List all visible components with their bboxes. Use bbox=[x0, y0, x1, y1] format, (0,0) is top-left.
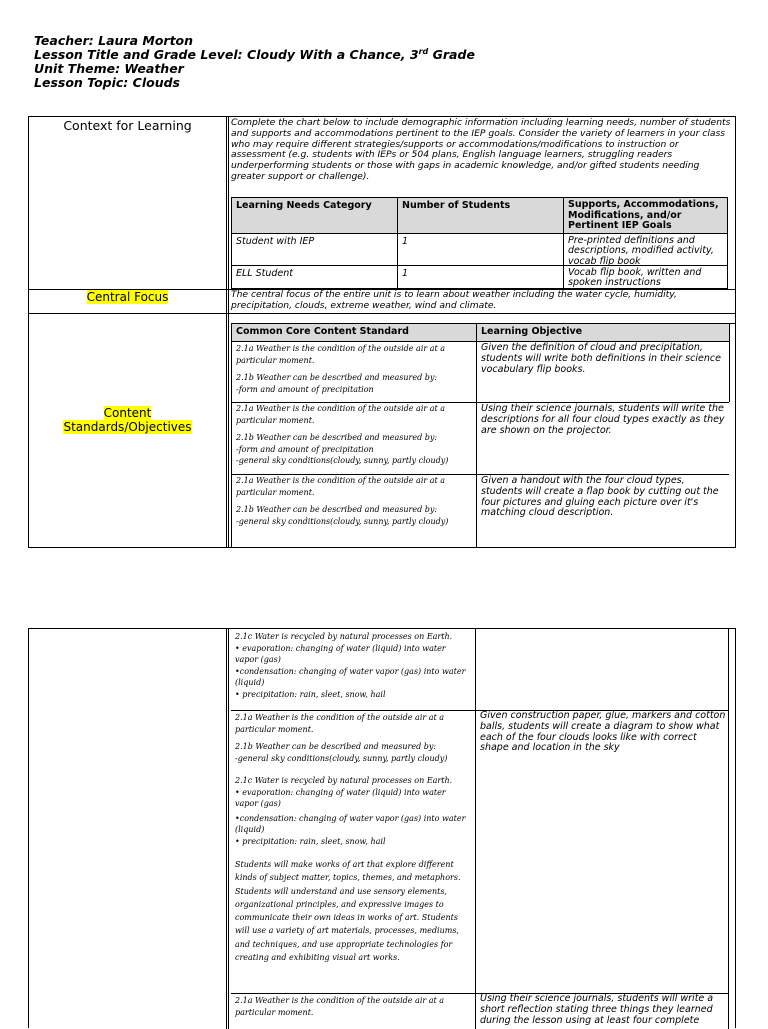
lesson-title-sup: rd bbox=[418, 47, 429, 56]
context-instructions: Complete the chart below to include demographic information including learning needs, number of students and supports and accommodations pertinent to the IEP goals. Consider the variety of learners in your class who may require different strategies/supports or accommodations/modifications to instruction or assessment (e.g. students with IEPs or 504 plans, English language learners, struggling readers underperforming students or those with gaps in academic knowledge, and/or gifted students needing greater support or challenge). bbox=[231, 117, 731, 182]
needs-row-number: 1 bbox=[402, 236, 409, 247]
needs-row-category: ELL Student bbox=[236, 268, 294, 279]
teacher-line: Teacher: Laura Morton bbox=[34, 33, 194, 48]
standard-line: •condensation: changing of water vapor (gas) into water (liquid) bbox=[235, 813, 466, 834]
objective-cell: Using their science journals, students will write the descriptions for all four cloud types exactly as they are shown on the projector. bbox=[481, 403, 725, 436]
standard-line: • evaporation: changing of water (liquid) into water vapor (gas) bbox=[235, 643, 446, 664]
objective-cell: Using their science journals, students will write a short reflection stating three things they learned during the lesson using at least four complete bbox=[480, 993, 714, 1026]
unit-theme-line: Unit Theme: Weather bbox=[34, 61, 184, 76]
lesson-title-suffix: Grade bbox=[428, 47, 475, 62]
standard-line: 2.1c Water is recycled by natural processes on Earth. bbox=[235, 632, 453, 641]
standard-line: 2.1a Weather is the condition of the outside air at a particular moment. bbox=[235, 996, 445, 1017]
standard-cell bbox=[236, 403, 472, 467]
column-divider bbox=[226, 629, 229, 1029]
standard-line: -general sky conditions(cloudy, sunny, partly cloudy) bbox=[236, 456, 449, 465]
standard-line: -form and amount of precipitation bbox=[236, 384, 374, 394]
col-header-number: Number of Students bbox=[398, 198, 563, 233]
standard-gap bbox=[235, 764, 471, 775]
standard-line: 2.1a Weather is the condition of the outside air at a particular moment. bbox=[236, 404, 446, 425]
standards-table bbox=[231, 323, 735, 547]
lesson-topic-line: Lesson Topic: Clouds bbox=[34, 75, 180, 90]
central-focus-label-text: Central Focus bbox=[86, 290, 169, 304]
col-header-category: Learning Needs Category bbox=[232, 198, 397, 233]
needs-row-supports: Vocab flip book, written and spoken instructions bbox=[568, 267, 702, 289]
objective-cell: Given construction paper, glue, markers and cotton balls, students will create a diagram to show what each of the four clouds looks like with correct shape and location in the sky bbox=[480, 710, 726, 754]
content-standards-label bbox=[29, 407, 226, 434]
col-divider bbox=[476, 324, 477, 548]
standard-line: 2.1b Weather can be described and measured by: bbox=[236, 505, 438, 514]
learning-needs-table bbox=[231, 197, 728, 289]
standard-line: • precipitation: rain, sleet, snow, hail bbox=[235, 836, 386, 846]
standard-line: 2.1a Weather is the condition of the outside air at a particular moment. bbox=[236, 476, 446, 497]
context-label: Context for Learning bbox=[63, 118, 192, 133]
lesson-plan-table bbox=[28, 116, 736, 548]
col-divider bbox=[729, 324, 730, 402]
standard-cell bbox=[235, 712, 471, 964]
standard-cell bbox=[236, 343, 472, 395]
lesson-header bbox=[34, 34, 475, 90]
standard-line: -general sky conditions(cloudy, sunny, partly cloudy) bbox=[236, 516, 449, 526]
standard-line: 2.1b Weather can be described and measured by: bbox=[235, 742, 437, 751]
standard-line: •condensation: changing of water vapor (gas) into water (liquid) bbox=[235, 666, 466, 687]
needs-row-supports: Pre-printed definitions and descriptions, modified activity, vocab flip book bbox=[568, 235, 714, 267]
standard-line: • evaporation: changing of water (liquid) into water vapor (gas) bbox=[235, 787, 446, 808]
col-header-objective: Learning Objective bbox=[477, 324, 729, 341]
standard-line: • precipitation: rain, sleet, snow, hail bbox=[235, 689, 386, 699]
col-header-supports: Supports, Accommodations, Modifications, and/or Pertinent IEP Goals bbox=[564, 198, 727, 233]
content-standards-line1: Content bbox=[103, 406, 152, 420]
content-standards-line2: Standards/Objectives bbox=[63, 419, 192, 434]
column-divider bbox=[226, 117, 229, 547]
continuation-table bbox=[28, 628, 736, 1028]
standard-gap bbox=[235, 847, 471, 858]
standard-cell bbox=[235, 631, 471, 700]
col-divider bbox=[475, 629, 476, 1029]
standard-line: 2.1b Weather can be described and measured by: bbox=[236, 373, 438, 382]
lesson-title-text: Lesson Title and Grade Level: Cloudy With a Chance, 3 bbox=[34, 47, 419, 62]
col-header-standard: Common Core Content Standard bbox=[232, 324, 476, 341]
lesson-title-line bbox=[34, 48, 475, 62]
standard-line: -form and amount of precipitation bbox=[236, 444, 374, 454]
standard-line: -general sky conditions(cloudy, sunny, partly cloudy) bbox=[235, 753, 448, 763]
col-divider bbox=[728, 629, 729, 1029]
row-divider bbox=[29, 313, 735, 314]
standard-line: 2.1a Weather is the condition of the outside air at a particular moment. bbox=[236, 344, 446, 365]
standard-line: 2.1a Weather is the condition of the outside air at a particular moment. bbox=[235, 713, 445, 734]
central-focus-label bbox=[29, 289, 226, 304]
standard-cell bbox=[236, 475, 472, 527]
needs-row-category: Student with IEP bbox=[236, 236, 315, 247]
standard-line: 2.1b Weather can be described and measured by: bbox=[236, 433, 438, 442]
standard-line: Students will make works of art that explore different kinds of subject matter, topics, themes, and metaphors. Students will understand and use sensory elements, organizational principles, and expressive images to communicate their own ideas in works of art. Students will use a variety of art materials, processes, mediums, and techniques, and use appropriate technologies for creating and exhibiting visual art works. bbox=[235, 860, 461, 963]
standard-line: 2.1c Water is recycled by natural processes on Earth. bbox=[235, 776, 453, 785]
needs-row-number: 1 bbox=[402, 268, 409, 279]
objective-cell: Given the definition of cloud and precipitation, students will write both definitions in their science vocabulary flip books. bbox=[481, 342, 721, 375]
objective-cell: Given a handout with the four cloud types, students will create a flap book by cutting out the four pictures and gluing each picture over it's matching cloud description. bbox=[481, 475, 719, 519]
standard-cell bbox=[235, 995, 471, 1018]
central-focus-text: The central focus of the entire unit is to learn about weather including the water cycle, humidity, precipitation, clouds, extreme weather, wind and climate. bbox=[231, 289, 677, 311]
